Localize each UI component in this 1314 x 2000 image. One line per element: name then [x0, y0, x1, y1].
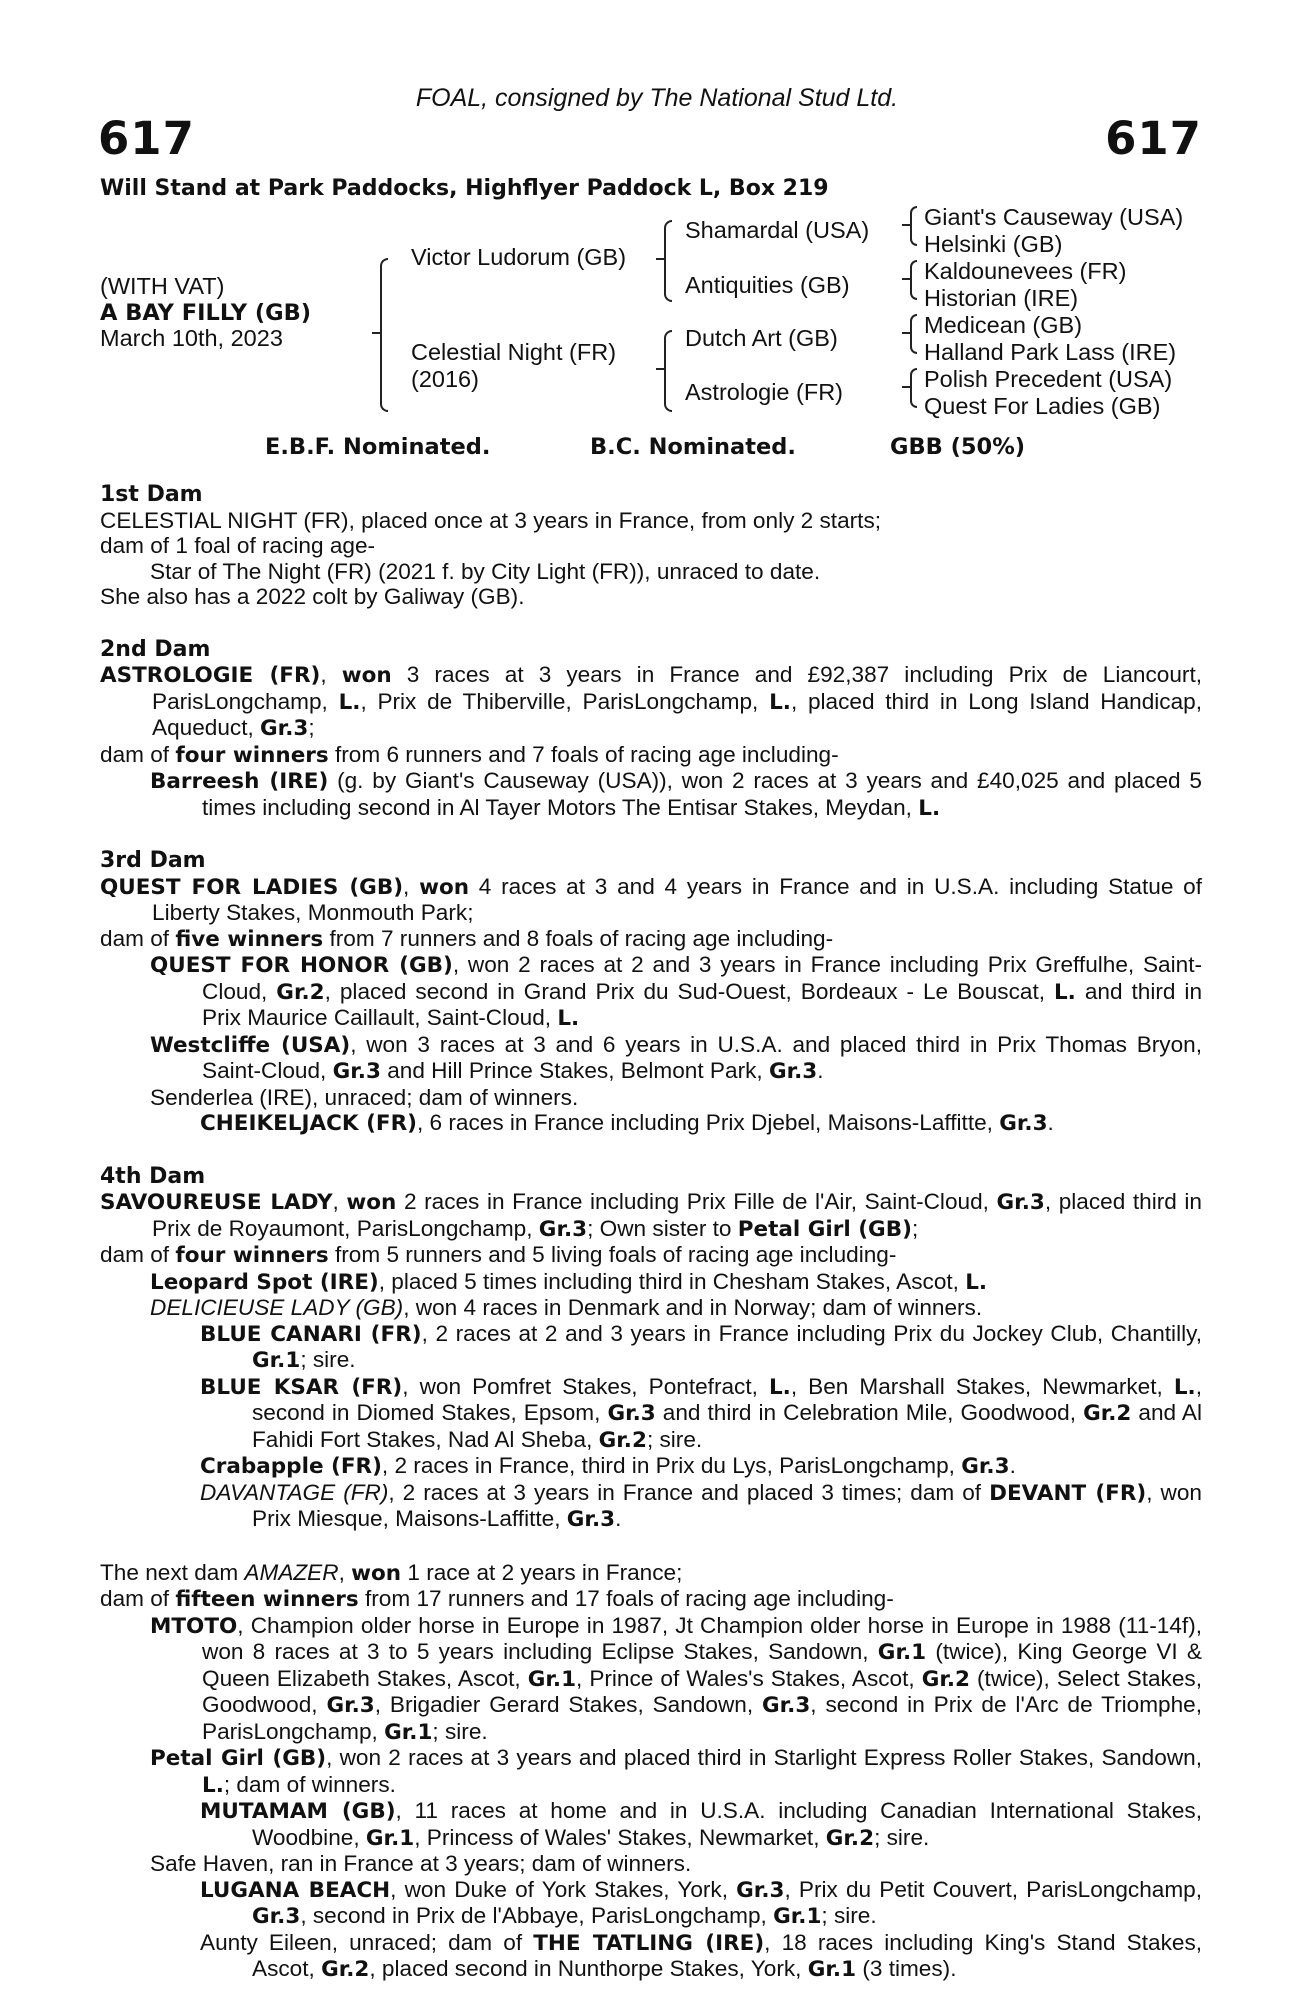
- text: , placed second in Grand Prix du Sud-Ouest, Bordeaux - Le Bouscat,: [324, 978, 1054, 1004]
- text: , Prince of Wales's Stakes, Ascot,: [576, 1665, 922, 1691]
- text: , second in Diomed Stakes, Epsom,: [252, 1373, 1202, 1425]
- grandsire-5: Medicean (GB): [924, 312, 1083, 338]
- horse-name: Leopard Spot (IRE): [150, 1269, 379, 1295]
- text: ;: [911, 1215, 919, 1241]
- won-label: won: [419, 874, 470, 900]
- horse-name: BLUE KSAR (FR): [200, 1374, 403, 1400]
- first-dam-section: [100, 482, 1202, 610]
- grade-badge: Gr.3: [326, 1693, 375, 1718]
- bracket-dam-tip: [656, 368, 664, 370]
- bracket-dam: [664, 330, 672, 412]
- dam-entry: QUEST FOR LADIES (GB), won 4 races at 3 and 4 years in France and in U.S.A. including Statue of Liberty Stakes, Monmouth Park;: [100, 873, 1203, 925]
- progeny-entry: [150, 1613, 1202, 1746]
- bracket-g34-tip: [902, 278, 910, 280]
- text: ; sire.: [300, 1347, 356, 1372]
- grade-badge: Gr.1: [384, 1719, 433, 1745]
- horse-name: MTOTO: [150, 1613, 238, 1639]
- text: from 7 runners and 8 foals of racing age including-: [323, 925, 834, 951]
- progeny-entry: [200, 1374, 1202, 1454]
- grade-badge: Gr.1: [365, 1825, 415, 1851]
- section-heading: 3rd Dam: [100, 848, 206, 873]
- bracket-g78: [910, 368, 917, 408]
- bracket-g12: [910, 206, 917, 246]
- horse-name: ASTROLOGIE (FR): [100, 663, 321, 688]
- grandsire-7: Polish Precedent (USA): [924, 366, 1173, 392]
- horse-name: DELICIEUSE LADY (GB): [150, 1295, 404, 1320]
- horse-name: LUGANA BEACH: [200, 1877, 391, 1903]
- horse-name: MUTAMAM (GB): [200, 1799, 396, 1824]
- horse-name: Westcliffe (USA): [150, 1032, 351, 1058]
- won-label: won: [351, 1560, 402, 1586]
- text: (twice), King George VI & Queen Elizabeth Stakes, Ascot,: [202, 1639, 1202, 1691]
- grade-badge: Gr.3: [996, 1190, 1045, 1215]
- grade-badge: Gr.3: [999, 1111, 1048, 1136]
- gbb-status: GBB (50%): [890, 434, 1026, 460]
- progeny-entry: Safe Haven, ran in France at 3 years; dam of winners.: [150, 1851, 692, 1876]
- text: and Hill Prince Stakes, Belmont Park,: [380, 1058, 769, 1083]
- grade-badge: Gr.3: [566, 1507, 616, 1532]
- grade-badge: Gr.2: [1083, 1401, 1132, 1426]
- grade-badge: Gr.2: [598, 1427, 647, 1453]
- text: , Champion older horse in Europe in 1987, Jt Champion older horse in Europe in 1988 (11-14f), won 8 races at 3 to 5 years including Eclipse Stakes, Sandown,: [202, 1612, 1202, 1664]
- text: from 6 runners and 7 foals of racing age including-: [328, 741, 839, 767]
- listed-badge: L.: [1053, 979, 1076, 1005]
- progeny-entry: [200, 1453, 1202, 1480]
- dam: Celestial Night (FR): [411, 339, 617, 365]
- progeny-entry: [150, 1269, 1202, 1296]
- progeny-entry: [150, 1032, 1202, 1085]
- text: ; sire.: [646, 1426, 703, 1452]
- dam-year: (2016): [411, 366, 479, 392]
- second-dam-section: [100, 637, 1202, 822]
- text: , Prix du Petit Couvert, ParisLongchamp,: [784, 1876, 1202, 1902]
- bc-nomination: B.C. Nominated.: [590, 434, 796, 460]
- text: , 11 races at home and in U.S.A. including Canadian International Stakes, Woodbine,: [252, 1798, 1203, 1850]
- bracket-g12-tip: [902, 224, 910, 226]
- text: dam of: [100, 925, 176, 951]
- progeny-entry: [200, 1877, 1202, 1930]
- bracket-parents: [380, 258, 388, 412]
- dam-entry: SAVOUREUSE LADY, won 2 races in France including Prix Fille de l'Air, Saint-Cloud, Gr.3, placed third in Prix de Royaumont, ParisLongchamp, Gr.3; Own sister to Petal Girl (GB);: [100, 1189, 1202, 1242]
- text: dam of: [100, 741, 176, 767]
- sire-sire: Shamardal (USA): [685, 217, 870, 243]
- text: , Ben Marshall Stakes, Newmarket,: [790, 1373, 1174, 1399]
- grade-badge: Gr.1: [527, 1666, 577, 1692]
- dam-sire: Dutch Art (GB): [685, 325, 838, 351]
- text: ; Own sister to: [587, 1215, 738, 1241]
- winners-count: four winners: [175, 742, 329, 768]
- text: 1 race at 2 years in France;: [401, 1559, 683, 1585]
- text: , placed second in Nunthorpe Stakes, York,: [369, 1956, 808, 1981]
- horse-name: BLUE CANARI (FR): [200, 1321, 422, 1347]
- bracket-sire: [664, 220, 672, 302]
- dam-entry: [100, 1560, 1202, 1587]
- grade-badge: Gr.3: [607, 1401, 656, 1426]
- ebf-nomination: E.B.F. Nominated.: [265, 434, 491, 460]
- bracket-sire-tip: [656, 258, 664, 260]
- text: ; sire.: [432, 1718, 488, 1744]
- progeny-entry: Senderlea (IRE), unraced; dam of winners.: [150, 1084, 579, 1110]
- won-label: won: [341, 663, 392, 688]
- text: , won 2 races at 2 and 3 years in France including Prix Greffulhe, Saint-Cloud,: [202, 952, 1202, 1004]
- listed-badge: L.: [1173, 1374, 1196, 1400]
- progeny-entry: [200, 1480, 1202, 1533]
- grade-badge: Gr.3: [736, 1877, 785, 1903]
- progeny-entry: [150, 952, 1202, 1032]
- next-dam-section: [100, 1560, 1202, 1983]
- text: ; dam of winners.: [223, 1771, 396, 1797]
- text: , second in Prix de l'Abbaye, ParisLongchamp,: [300, 1903, 774, 1928]
- text: , second in Prix de l'Arc de Triomphe, ParisLongchamp,: [202, 1692, 1202, 1744]
- winners-count: fifteen winners: [175, 1587, 359, 1612]
- dam-line: She also has a 2022 colt by Galiway (GB).: [100, 584, 525, 609]
- dam-produce-line: [100, 926, 1202, 953]
- grade-badge: Gr.3: [332, 1059, 381, 1084]
- progeny-entry: [200, 1321, 1202, 1374]
- text: .: [1009, 1453, 1016, 1478]
- text: , won 3 races at 3 and 6 years in U.S.A. and placed third in Prix Thomas Bryon, Saint-Cloud,: [202, 1031, 1202, 1083]
- fourth-dam-section: [100, 1164, 1202, 1533]
- sire: Victor Ludorum (GB): [411, 244, 627, 270]
- horse-name: Petal Girl (GB): [150, 1746, 327, 1771]
- winners-count: four winners: [175, 1243, 329, 1268]
- text: , won 2 races at 3 years and placed third in Starlight Express Roller Stakes, Sandown,: [326, 1745, 1202, 1770]
- listed-badge: L.: [965, 1269, 988, 1295]
- dam-line: dam of 1 foal of racing age-: [100, 533, 376, 558]
- horse-name: DAVANTAGE (FR): [200, 1479, 389, 1505]
- dam-dam: Astrologie (FR): [685, 379, 844, 405]
- section-heading: 2nd Dam: [100, 636, 211, 662]
- progeny-entry: Star of The Night (FR) (2021 f. by City Light (FR)), unraced to date.: [150, 558, 821, 584]
- text: , won Duke of York Stakes, York,: [390, 1876, 737, 1902]
- text: The next dam: [100, 1559, 245, 1585]
- grade-badge: Gr.1: [877, 1640, 927, 1665]
- grandsire-1: Giant's Causeway (USA): [924, 204, 1184, 230]
- text: and Al Fahidi Fort Stakes, Nad Al Sheba,: [252, 1400, 1202, 1452]
- grandsire-2: Helsinki (GB): [924, 231, 1063, 257]
- lot-number-left: 617: [98, 112, 195, 165]
- lot-number-right: 617: [1105, 112, 1202, 165]
- vat-note: (WITH VAT): [100, 273, 225, 299]
- grade-badge: Gr.2: [321, 1957, 370, 1982]
- progeny-entry: [200, 1930, 1202, 1983]
- horse-name: QUEST FOR HONOR (GB): [150, 953, 453, 978]
- listed-badge: L.: [768, 1374, 791, 1400]
- stand-info: Will Stand at Park Paddocks, Highflyer Paddock L, Box 219: [100, 176, 829, 201]
- grade-badge: Gr.1: [252, 1348, 301, 1373]
- horse-name: Barreesh (IRE): [150, 769, 329, 794]
- dam-entry: ASTROLOGIE (FR), won 3 races at 3 years in France and £92,387 including Prix de Liancourt, ParisLongchamp, L., Prix de Thiberville, ParisLongchamp, L., placed third in Long Island Handicap, Aqueduct, Gr.3;: [100, 662, 1203, 741]
- text: ; sire.: [821, 1903, 877, 1928]
- text: , 18 races including King's Stand Stakes, Ascot,: [252, 1929, 1203, 1981]
- winners-count: five winners: [175, 926, 324, 952]
- grade-badge: Gr.2: [921, 1666, 971, 1692]
- catalogue-body: [100, 482, 1202, 1983]
- text: 4 races at 3 and 4 years in France and in U.S.A. including Statue of Liberty Stakes, Monmouth Park;: [152, 873, 1203, 925]
- bracket-parents-tip: [372, 332, 380, 334]
- grade-badge: Gr.3: [768, 1059, 818, 1084]
- grade-badge: Gr.3: [252, 1904, 301, 1929]
- text: , won 4 races in Denmark and in Norway; dam of winners.: [403, 1295, 983, 1320]
- progeny-entry: [200, 1798, 1202, 1851]
- listed-badge: L.: [918, 795, 941, 821]
- grade-badge: Gr.1: [773, 1904, 822, 1929]
- progeny-entry: [150, 1295, 1202, 1321]
- text: , 6 races in France including Prix Djebel, Maisons-Laffitte,: [416, 1110, 1000, 1135]
- text: , placed third in Prix de Royaumont, ParisLongchamp,: [152, 1189, 1202, 1241]
- horse-name: CHEIKELJACK (FR): [200, 1111, 417, 1136]
- section-heading: 4th Dam: [100, 1163, 206, 1189]
- text: ; sire.: [874, 1824, 930, 1850]
- text: .: [615, 1506, 622, 1531]
- grade-badge: Gr.1: [807, 1957, 857, 1982]
- text: , Brigadier Gerard Stakes, Sandown,: [374, 1692, 762, 1717]
- horse-name: Petal Girl (GB): [737, 1216, 912, 1242]
- text: (g. by Giant's Causeway (USA)), won 2 races at 3 years and £40,025 and placed 5 times including second in Al Tayer Motors The Entisar Stakes, Meydan,: [202, 768, 1202, 820]
- text: , 2 races in France, third in Prix du Lys, ParisLongchamp,: [381, 1453, 962, 1478]
- listed-badge: L.: [557, 1006, 580, 1031]
- listed-badge: L.: [202, 1772, 224, 1798]
- text: , 2 races at 2 and 3 years in France including Prix du Jockey Club, Chantilly,: [421, 1320, 1203, 1346]
- horse-name: A BAY FILLY (GB): [100, 300, 312, 326]
- text: , won Prix Miesque, Maisons-Laffitte,: [252, 1479, 1202, 1531]
- bracket-g34: [910, 260, 917, 300]
- text: , 2 races at 3 years in France and placed 3 times; dam of: [388, 1479, 990, 1505]
- listed-badge: L.: [338, 689, 361, 715]
- dam-produce-line: [100, 1242, 1202, 1269]
- text: from 17 runners and 17 foals of racing age including-: [358, 1586, 894, 1611]
- bracket-g78-tip: [902, 386, 910, 388]
- text: and third in Prix Maurice Caillault, Saint-Cloud,: [202, 978, 1203, 1030]
- text: and third in Celebration Mile, Goodwood,: [655, 1400, 1084, 1425]
- text: .: [1047, 1110, 1054, 1135]
- text: , Prix de Thiberville, ParisLongchamp,: [360, 688, 770, 714]
- bracket-g56-tip: [902, 332, 910, 334]
- text: , Princess of Wales' Stakes, Newmarket,: [414, 1824, 826, 1850]
- text: 2 races in France including Prix Fille de l'Air, Saint-Cloud,: [396, 1189, 997, 1214]
- bracket-g56: [910, 314, 917, 354]
- text: ,: [338, 1559, 352, 1585]
- horse-name: AMAZER: [244, 1559, 339, 1585]
- horse-name: DEVANT (FR): [989, 1480, 1147, 1506]
- grandsire-8: Quest For Ladies (GB): [924, 393, 1161, 419]
- horse-name: Crabapple (FR): [200, 1454, 382, 1479]
- grade-badge: Gr.3: [260, 716, 309, 741]
- third-dam-section: [100, 848, 1202, 1137]
- text: dam of: [100, 1242, 176, 1267]
- horse-name: SAVOUREUSE LADY: [100, 1190, 333, 1215]
- text: , placed third in Long Island Handicap, Aqueduct,: [152, 688, 1202, 740]
- listed-badge: L.: [769, 689, 791, 715]
- horse-name: THE TATLING (IRE): [533, 1930, 765, 1956]
- grade-badge: Gr.3: [961, 1454, 1010, 1479]
- text: , won Pomfret Stakes, Pontefract,: [402, 1373, 769, 1399]
- section-heading: 1st Dam: [100, 482, 203, 507]
- text: 3 races at 3 years in France and £92,387 including Prix de Liancourt, ParisLongchamp,: [152, 662, 1203, 714]
- text: .: [817, 1058, 824, 1083]
- grade-badge: Gr.2: [825, 1825, 875, 1851]
- progeny-entry: [200, 1110, 1202, 1137]
- grandsire-6: Halland Park Lass (IRE): [924, 339, 1177, 365]
- dam-produce-line: [100, 742, 1202, 769]
- grandsire-4: Historian (IRE): [924, 285, 1079, 311]
- grandsire-3: Kaldounevees (FR): [924, 258, 1127, 284]
- grade-badge: Gr.3: [761, 1693, 811, 1718]
- text: dam of: [100, 1586, 176, 1611]
- text: (twice), Select Stakes, Goodwood,: [202, 1665, 1202, 1717]
- text: ;: [308, 715, 315, 740]
- foaling-date: March 10th, 2023: [100, 325, 283, 351]
- sire-dam: Antiquities (GB): [685, 272, 850, 298]
- won-label: won: [346, 1190, 397, 1215]
- dam-line: CELESTIAL NIGHT (FR), placed once at 3 years in France, from only 2 starts;: [100, 507, 882, 533]
- text: (3 times).: [856, 1956, 957, 1981]
- progeny-entry: [150, 768, 1202, 821]
- text: Aunty Eileen, unraced; dam of: [200, 1929, 534, 1955]
- text: from 5 runners and 5 living foals of racing age including-: [328, 1242, 897, 1267]
- consignment-line: FOAL, consigned by The National Stud Ltd.: [415, 84, 899, 112]
- dam-produce-line: [100, 1586, 1202, 1613]
- grade-badge: Gr.2: [276, 979, 325, 1005]
- grade-badge: Gr.3: [538, 1216, 588, 1242]
- progeny-entry: [150, 1745, 1202, 1798]
- text: , placed 5 times including third in Chesham Stakes, Ascot,: [378, 1268, 966, 1294]
- horse-name: QUEST FOR LADIES (GB): [100, 874, 404, 900]
